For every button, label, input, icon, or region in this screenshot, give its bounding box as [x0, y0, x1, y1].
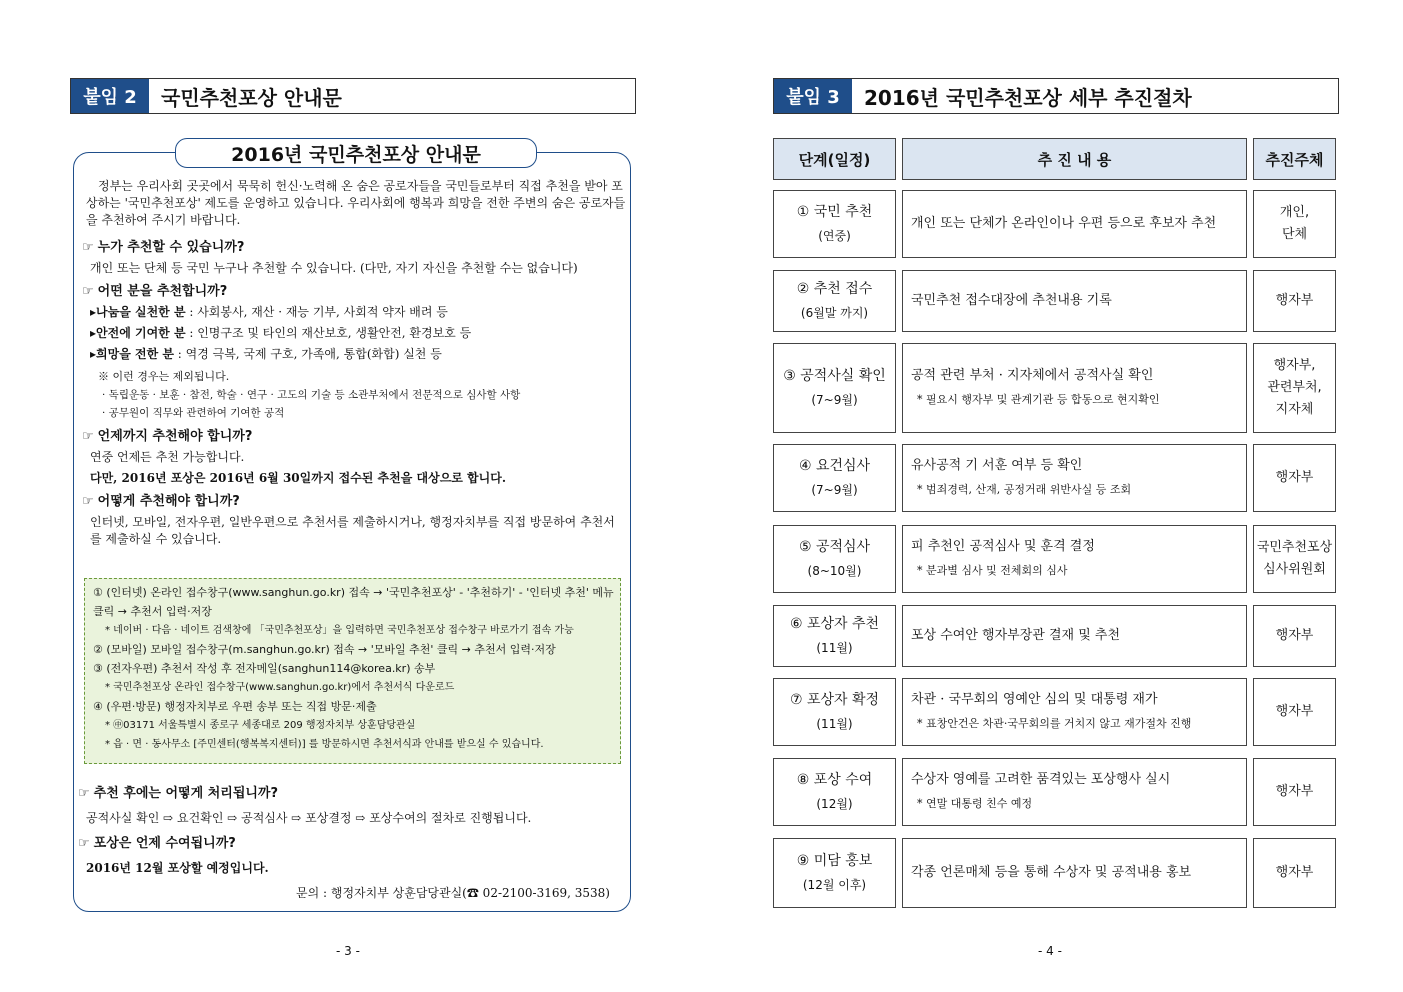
description-main: 수상자 영예를 고려한 품격있는 포상행사 실시 — [911, 772, 1171, 787]
after-section — [78, 778, 622, 882]
description-note: * 표창안건은 차관·국무회의를 거치지 않고 재가절차 진행 — [917, 717, 1192, 730]
intro-text: 정부는 우리사회 곳곳에서 묵묵히 헌신·노력해 온 숨은 공로자들을 국민들로부터 직접 추천을 받아 포상하는 '국민추천포상' 제도를 운영하고 있습니다. 우리사회에 행복과 희망을 전한 주변의 숨은 공로자들을 추천하여 주시기 바랍니다. — [86, 179, 626, 227]
responsible-line: 행자부, — [1273, 358, 1316, 373]
stage-date: (연중) — [818, 229, 851, 243]
pointing-hand-icon: ☞ — [82, 494, 94, 509]
method-internet-note: * 네이버 · 다음 · 네이트 검색창에 「국민추천포상」을 입력하면 국민추천포상 접수창구 바로가기 접속 가능 — [105, 625, 574, 636]
responsible-cell — [1253, 678, 1336, 746]
column-header: 추 진 내 용 — [902, 138, 1247, 180]
answer-award-time: 2016년 12월 포상할 예정입니다. — [86, 861, 269, 875]
description-main: 피 추천인 공적심사 및 훈격 결정 — [911, 539, 1095, 554]
stage-name: ③ 공적사실 확인 — [783, 368, 886, 384]
description-main: 차관 · 국무회의 영예안 심의 및 대통령 재가 — [911, 692, 1158, 707]
stage-date: (7~9월) — [811, 393, 858, 407]
question-whom: ☞ 어떤 분을 추천합니까? — [82, 284, 228, 299]
description-cell — [902, 343, 1247, 433]
column-header: 단계(일정) — [773, 138, 896, 180]
answer-when-1: 연중 언제든 추천 가능합니다. — [90, 450, 245, 464]
answer-how: 인터넷, 모바일, 전자우편, 일반우편으로 추천서를 제출하시거나, 행정자치부를 직접 방문하여 추천서를 제출하실 수 있습니다. — [90, 515, 615, 546]
description-note: * 분과별 심사 및 전체회의 심사 — [917, 564, 1068, 577]
stage-date: (11월) — [816, 717, 853, 731]
stage-name: ② 추천 접수 — [796, 281, 873, 297]
method-email-note: * 국민추천포상 온라인 접수창구(www.sanghun.go.kr)에서 추천서식 다운로드 — [105, 682, 455, 693]
question-process: ☞ 추천 후에는 어떻게 처리됩니까? — [78, 786, 279, 801]
attachment-header-left — [70, 78, 636, 114]
notice-content — [82, 178, 626, 552]
pointing-hand-icon: ☞ — [82, 240, 94, 255]
description-note: * 필요시 행자부 및 관계기관 등 합동으로 현지확인 — [917, 393, 1160, 406]
stage-cell — [773, 758, 896, 826]
responsible-line: 행자부 — [1275, 628, 1314, 643]
responsible-line: 행자부 — [1275, 293, 1314, 308]
stage-cell — [773, 270, 896, 332]
answer-when-2: 다만, 2016년 포상은 2016년 6월 30일까지 접수된 추천을 대상으로 합니다. — [90, 471, 507, 485]
submission-methods-box — [84, 578, 621, 764]
bullet-item: ▸희망을 전한 분 : 역경 극복, 국제 구호, 가족애, 통합(화합) 실천 등 — [90, 347, 442, 361]
page-number: - 3 - — [336, 944, 360, 958]
description-cell — [902, 605, 1247, 667]
responsible-cell — [1253, 605, 1336, 667]
method-post-address: * ㊥03171 서울특별시 종로구 세종대로 209 행정자치부 상훈담당관실 — [105, 720, 416, 731]
stage-date: (11월) — [816, 641, 853, 655]
pointing-hand-icon: ☞ — [82, 284, 94, 299]
responsible-cell — [1253, 838, 1336, 908]
stage-name: ① 국민 추천 — [796, 204, 873, 220]
contact-info: 문의 : 행정자치부 상훈담당관실(☎ 02-2100-3169, 3538) — [296, 886, 610, 900]
description-main: 각종 언론매체 등을 통해 수상자 및 공적내용 홍보 — [911, 865, 1192, 880]
responsible-line: 개인, — [1279, 205, 1310, 220]
method-internet: ① (인터넷) 온라인 접수창구(www.sanghun.go.kr) 접속 → '국민추천포상' - '추천하기' - '인터넷 추천' 메뉴 클릭 → 추천서 입력·저장 — [93, 586, 614, 618]
stage-cell — [773, 678, 896, 746]
pointing-hand-icon: ☞ — [82, 429, 94, 444]
responsible-cell — [1253, 444, 1336, 512]
exclude-note: ※ 이런 경우는 제외됩니다. — [98, 370, 230, 383]
exclude-item: · 독립운동 · 보훈 · 참전, 학술 · 연구 · 고도의 기술 등 소관부처에서 전문적으로 심사할 사항 — [102, 389, 521, 401]
stage-date: (7~9월) — [811, 483, 858, 497]
stage-name: ⑧ 포상 수여 — [796, 772, 873, 788]
question-when: ☞ 언제까지 추천해야 합니까? — [82, 429, 253, 444]
method-post: ④ (우편·방문) 행정자치부로 우편 송부 또는 직접 방문·제출 — [93, 700, 377, 713]
stage-cell — [773, 525, 896, 593]
bullet-item: ▸안전에 기여한 분 : 인명구조 및 타인의 재산보호, 생활안전, 환경보호 등 — [90, 326, 472, 340]
stage-date: (12월) — [816, 797, 853, 811]
stage-date: (8~10월) — [807, 564, 862, 578]
stage-name: ⑥ 포상자 추천 — [789, 616, 880, 632]
responsible-cell — [1253, 270, 1336, 332]
bullet-item: ▸나눔을 실천한 분 : 사회봉사, 재산 · 재능 기부, 사회적 약자 배려 등 — [90, 305, 448, 319]
responsible-line: 국민추천포상 — [1256, 540, 1333, 555]
stage-cell — [773, 190, 896, 258]
exclude-item: · 공무원이 직무와 관련하여 기여한 공적 — [102, 407, 285, 419]
description-main: 포상 수여안 행자부장관 결재 및 추천 — [911, 628, 1121, 643]
description-cell — [902, 525, 1247, 593]
description-cell — [902, 758, 1247, 826]
page-number: - 4 - — [1038, 944, 1062, 958]
stage-date: (6월말 까지) — [800, 306, 869, 320]
responsible-line: 관련부처, — [1267, 380, 1322, 395]
column-header: 추진주체 — [1253, 138, 1336, 180]
description-main: 유사공적 기 서훈 여부 등 확인 — [911, 458, 1083, 473]
stage-cell — [773, 838, 896, 908]
question-how: ☞ 어떻게 추천해야 합니까? — [82, 494, 240, 509]
responsible-line: 심사위원회 — [1263, 562, 1326, 577]
responsible-cell — [1253, 343, 1336, 433]
answer-who: 개인 또는 단체 등 국민 누구나 추천할 수 있습니다. (다만, 자기 자신을 추천할 수는 없습니다) — [90, 261, 578, 275]
stage-cell — [773, 343, 896, 433]
stage-name: ⑨ 미담 홍보 — [796, 853, 873, 869]
responsible-cell — [1253, 525, 1336, 593]
description-cell — [902, 444, 1247, 512]
attachment-tag: 붙임 3 — [774, 79, 852, 113]
notice-box-title: 2016년 국민추천포상 안내문 — [175, 138, 537, 168]
pointing-hand-icon: ☞ — [78, 836, 90, 851]
description-cell — [902, 838, 1247, 908]
description-cell — [902, 678, 1247, 746]
method-mobile: ② (모바일) 모바일 접수창구(m.sanghun.go.kr) 접속 → '모바일 추천' 클릭 → 추천서 입력·저장 — [93, 643, 556, 656]
responsible-line: 지자체 — [1275, 402, 1314, 417]
responsible-line: 행자부 — [1275, 784, 1314, 799]
stage-date: (12월 이후) — [802, 878, 867, 892]
answer-process: 공적사실 확인 ⇨ 요건확인 ⇨ 공적심사 ⇨ 포상결정 ⇨ 포상수여의 절차로 진행됩니다. — [86, 811, 532, 825]
description-cell — [902, 190, 1247, 258]
description-note: * 범죄경력, 산재, 공정거래 위반사실 등 조회 — [917, 483, 1132, 496]
responsible-line: 행자부 — [1275, 865, 1314, 880]
question-award-time: ☞ 포상은 언제 수여됩니까? — [78, 836, 236, 851]
method-post-note: * 읍 · 면 · 동사무소 [주민센터(행복복지센터)] 를 방문하시면 추천서식과 안내를 받으실 수 있습니다. — [105, 739, 544, 750]
header-title: 2016년 국민추천포상 세부 추진절차 — [864, 85, 1192, 110]
description-main: 국민추천 접수대장에 추천내용 기록 — [911, 293, 1112, 308]
header-title: 국민추천포상 안내문 — [161, 85, 342, 110]
stage-cell — [773, 444, 896, 512]
responsible-line: 행자부 — [1275, 470, 1314, 485]
stage-name: ⑦ 포상자 확정 — [789, 692, 880, 708]
pointing-hand-icon: ☞ — [78, 786, 90, 801]
responsible-cell — [1253, 190, 1336, 258]
description-main: 개인 또는 단체가 온라인이나 우편 등으로 후보자 추천 — [911, 216, 1217, 231]
description-main: 공적 관련 부처 · 지자체에서 공적사실 확인 — [911, 368, 1154, 383]
stage-name: ④ 요건심사 — [798, 458, 871, 474]
attachment-header-right — [773, 78, 1339, 114]
responsible-line: 행자부 — [1275, 704, 1314, 719]
responsible-cell — [1253, 758, 1336, 826]
responsible-line: 단체 — [1281, 227, 1308, 242]
question-who: ☞ 누가 추천할 수 있습니까? — [82, 240, 245, 255]
page-right — [702, 0, 1403, 992]
stage-cell — [773, 605, 896, 667]
stage-name: ⑤ 공적심사 — [798, 539, 871, 555]
method-email: ③ (전자우편) 추천서 작성 후 전자메일(sanghun114@korea.kr) 송부 — [93, 662, 436, 675]
attachment-tag: 붙임 2 — [71, 79, 149, 113]
description-cell — [902, 270, 1247, 332]
description-note: * 연말 대통령 친수 예정 — [917, 797, 1033, 810]
